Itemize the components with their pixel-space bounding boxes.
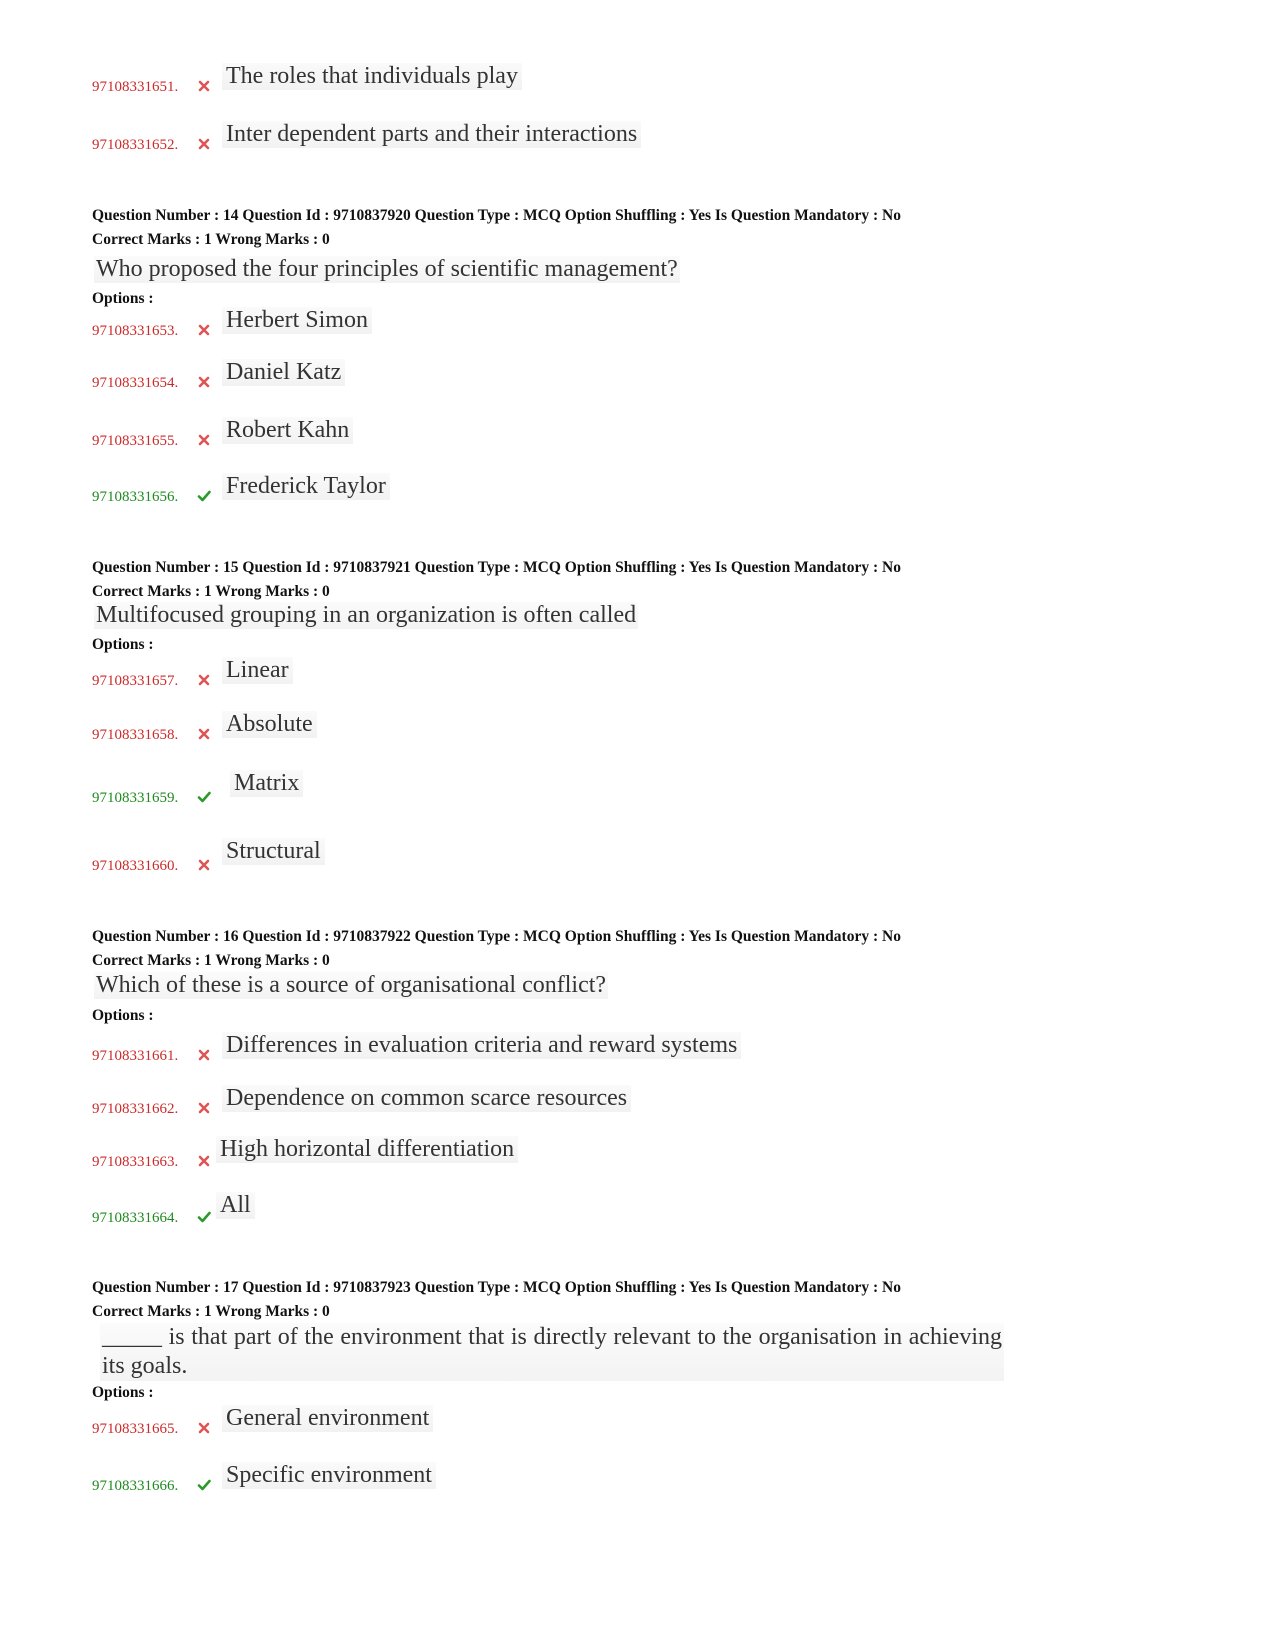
question-meta-line: Question Number : 14 Question Id : 9710837920 Question Type : MCQ Option Shuffling : Yes Is Question Mandatory : No <box>92 207 901 224</box>
option-text: Linear <box>222 657 293 684</box>
question-meta <box>92 925 901 973</box>
check-icon <box>197 790 211 804</box>
options-label: Options : <box>92 1007 154 1024</box>
option-text: Dependence on common scarce resources <box>222 1085 631 1112</box>
option-id: 97108331663. <box>92 1154 179 1170</box>
option-text: Specific environment <box>222 1462 436 1489</box>
option-text: Differences in evaluation criteria and reward systems <box>222 1032 741 1059</box>
question-text: Who proposed the four principles of scientific management? <box>96 256 678 282</box>
option-text: General environment <box>222 1405 433 1432</box>
option-text: High horizontal differentiation <box>216 1136 518 1163</box>
cross-icon <box>197 1154 211 1168</box>
question-marks-line: Correct Marks : 1 Wrong Marks : 0 <box>92 583 330 600</box>
option-id: 97108331659. <box>92 790 179 806</box>
cross-icon <box>197 673 211 687</box>
option-id: 97108331657. <box>92 673 179 689</box>
question-marks-line: Correct Marks : 1 Wrong Marks : 0 <box>92 952 330 969</box>
option-text: Matrix <box>230 770 303 797</box>
option-text: Frederick Taylor <box>222 473 390 500</box>
check-icon <box>197 1210 211 1224</box>
cross-icon <box>197 137 211 151</box>
option-id: 97108331653. <box>92 323 179 339</box>
question-meta-line: Question Number : 16 Question Id : 9710837922 Question Type : MCQ Option Shuffling : Yes Is Question Mandatory : No <box>92 928 901 945</box>
question-marks-line: Correct Marks : 1 Wrong Marks : 0 <box>92 231 330 248</box>
option-text: Structural <box>222 838 325 865</box>
question-meta-line: Question Number : 15 Question Id : 9710837921 Question Type : MCQ Option Shuffling : Yes Is Question Mandatory : No <box>92 559 901 576</box>
question-text: _____ is that part of the environment that is directly relevant to the organisation in achieving its goals. <box>102 1324 1002 1379</box>
cross-icon <box>197 1421 211 1435</box>
option-text: Herbert Simon <box>222 307 372 334</box>
cross-icon <box>197 79 211 93</box>
options-label: Options : <box>92 636 154 653</box>
check-icon <box>197 489 211 503</box>
cross-icon <box>197 433 211 447</box>
option-id: 97108331661. <box>92 1048 179 1064</box>
option-id: 97108331658. <box>92 727 179 743</box>
option-text: Absolute <box>222 711 317 738</box>
option-id: 97108331652. <box>92 137 179 153</box>
options-label: Options : <box>92 1384 154 1401</box>
option-text: All <box>216 1192 255 1219</box>
question-meta <box>92 556 901 604</box>
cross-icon <box>197 727 211 741</box>
option-text: Daniel Katz <box>222 359 345 386</box>
option-id: 97108331666. <box>92 1478 179 1494</box>
question-meta <box>92 204 901 252</box>
options-label: Options : <box>92 290 154 307</box>
option-id: 97108331651. <box>92 79 179 95</box>
option-id: 97108331654. <box>92 375 179 391</box>
option-id: 97108331662. <box>92 1101 179 1117</box>
cross-icon <box>197 375 211 389</box>
option-id: 97108331665. <box>92 1421 179 1437</box>
question-meta-line: Question Number : 17 Question Id : 9710837923 Question Type : MCQ Option Shuffling : Yes Is Question Mandatory : No <box>92 1279 901 1296</box>
question-text: Which of these is a source of organisational conflict? <box>96 972 607 998</box>
option-id: 97108331655. <box>92 433 179 449</box>
cross-icon <box>197 323 211 337</box>
question-meta <box>92 1276 901 1324</box>
check-icon <box>197 1478 211 1492</box>
cross-icon <box>197 858 211 872</box>
option-text: Robert Kahn <box>222 417 353 444</box>
option-id: 97108331660. <box>92 858 179 874</box>
option-text: Inter dependent parts and their interactions <box>222 121 641 148</box>
cross-icon <box>197 1048 211 1062</box>
cross-icon <box>197 1101 211 1115</box>
question-text: Multifocused grouping in an organization is often called <box>96 602 637 628</box>
option-text: The roles that individuals play <box>222 63 522 90</box>
option-id: 97108331656. <box>92 489 179 505</box>
question-marks-line: Correct Marks : 1 Wrong Marks : 0 <box>92 1303 330 1320</box>
option-id: 97108331664. <box>92 1210 179 1226</box>
